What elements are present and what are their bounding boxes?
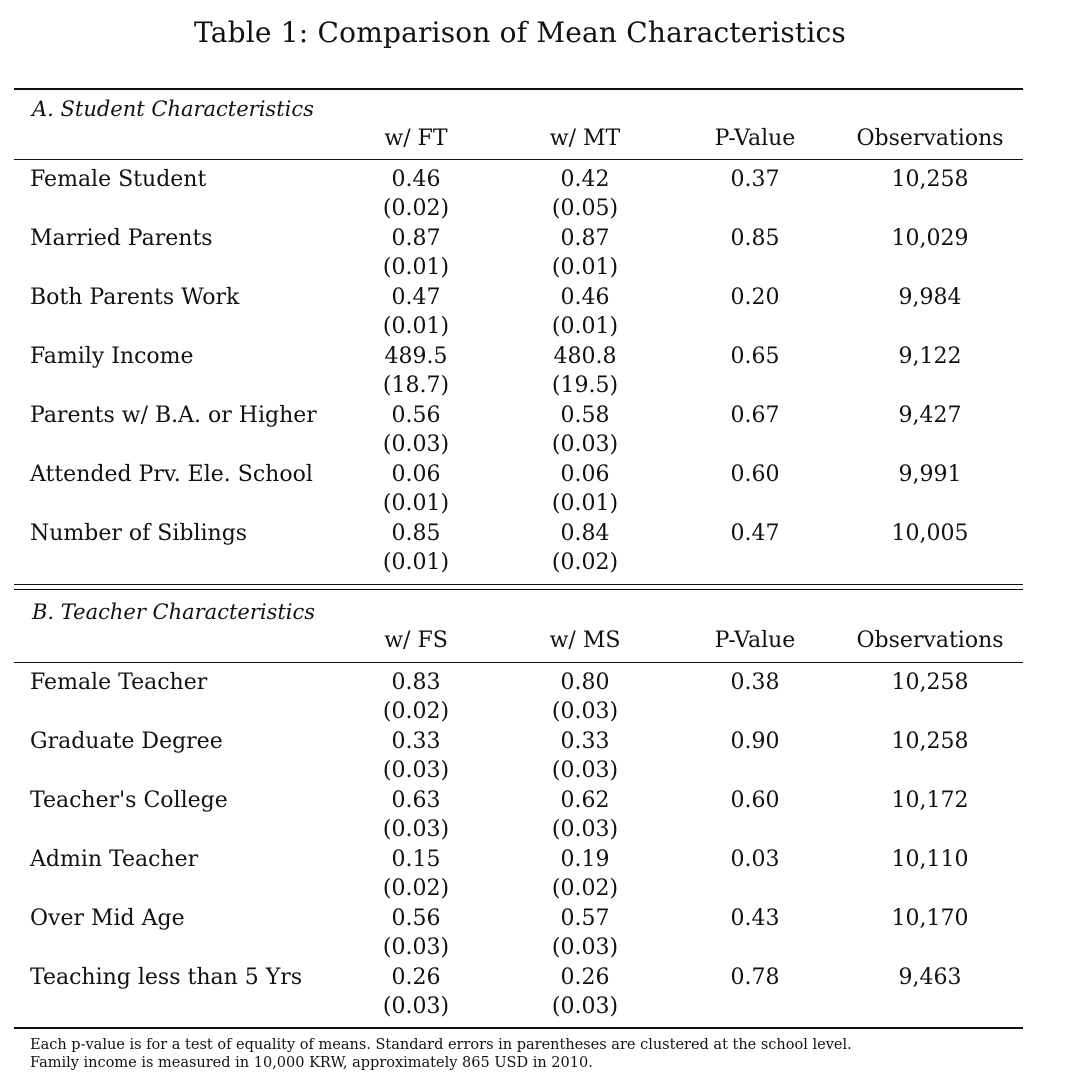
table-row (0, 167, 1085, 226)
p-value: 0.90 (730, 729, 780, 754)
col2-mean: 0.26 (560, 965, 610, 990)
observations: 10,258 (891, 729, 969, 754)
col2-mean: 0.19 (560, 847, 610, 872)
col1-mean: 0.46 (391, 167, 441, 192)
col2-mean: 0.84 (560, 521, 610, 546)
observations: 10,258 (891, 670, 969, 695)
table-row (0, 965, 1085, 1024)
col2-std-error: (0.01) (551, 491, 619, 516)
table-row (0, 906, 1085, 965)
panel-b-header-col2: w/ MS (549, 628, 621, 653)
col1-mean: 489.5 (384, 344, 448, 369)
top-rule (14, 88, 1023, 90)
col2-mean: 0.80 (560, 670, 610, 695)
col1-mean: 0.33 (391, 729, 441, 754)
col1-std-error: (0.01) (382, 314, 450, 339)
col2-std-error: (0.03) (551, 817, 619, 842)
col2-std-error: (0.01) (551, 255, 619, 280)
p-value: 0.60 (730, 788, 780, 813)
row-label: Over Mid Age (30, 906, 185, 931)
col2-std-error: (0.03) (551, 994, 619, 1019)
panel-b-label: B. Teacher Characteristics (32, 600, 316, 624)
col2-mean: 0.62 (560, 788, 610, 813)
p-value: 0.43 (730, 906, 780, 931)
col2-mean: 0.46 (560, 285, 610, 310)
row-label: Female Student (30, 167, 207, 192)
table-row (0, 285, 1085, 344)
p-value: 0.85 (730, 226, 780, 251)
col1-mean: 0.56 (391, 906, 441, 931)
col2-mean: 0.57 (560, 906, 610, 931)
p-value: 0.60 (730, 462, 780, 487)
table-row (0, 403, 1085, 462)
observations: 10,029 (891, 226, 969, 251)
observations: 10,172 (891, 788, 969, 813)
row-label: Teacher's College (30, 788, 228, 813)
p-value: 0.65 (730, 344, 780, 369)
bottom-rule (14, 1027, 1023, 1029)
observations: 9,122 (898, 344, 962, 369)
observations: 9,984 (898, 285, 962, 310)
table-row (0, 847, 1085, 906)
panel-a-header-col1: w/ FT (384, 126, 448, 151)
col2-std-error: (0.01) (551, 314, 619, 339)
panel-separator-rule-2 (14, 589, 1023, 590)
panel-b-header-rule (14, 662, 1023, 663)
observations: 10,005 (891, 521, 969, 546)
table-row (0, 788, 1085, 847)
col2-mean: 0.42 (560, 167, 610, 192)
observations: 10,258 (891, 167, 969, 192)
col1-mean: 0.85 (391, 521, 441, 546)
col1-mean: 0.63 (391, 788, 441, 813)
row-label: Female Teacher (30, 670, 208, 695)
panel-b-header-observations: Observations (856, 628, 1004, 653)
panel-a-header-rule (14, 159, 1023, 160)
row-label: Number of Siblings (30, 521, 248, 546)
panel-b-header-col1: w/ FS (384, 628, 448, 653)
col2-mean: 480.8 (553, 344, 617, 369)
col1-std-error: (0.03) (382, 758, 450, 783)
table-note (30, 1036, 1030, 1072)
panel-a-label: A. Student Characteristics (32, 97, 314, 121)
p-value: 0.20 (730, 285, 780, 310)
row-label: Graduate Degree (30, 729, 223, 754)
observations: 10,110 (891, 847, 969, 872)
col1-std-error: (0.03) (382, 994, 450, 1019)
panel-b-header-pvalue: P-Value (714, 628, 796, 653)
table-row (0, 226, 1085, 285)
col1-std-error: (0.02) (382, 196, 450, 221)
row-label: Parents w/ B.A. or Higher (30, 403, 317, 428)
panel-a-header-pvalue: P-Value (714, 126, 796, 151)
p-value: 0.67 (730, 403, 780, 428)
col2-std-error: (0.02) (551, 550, 619, 575)
col2-std-error: (0.02) (551, 876, 619, 901)
col1-mean: 0.87 (391, 226, 441, 251)
col1-std-error: (0.03) (382, 935, 450, 960)
p-value: 0.03 (730, 847, 780, 872)
col2-std-error: (0.03) (551, 699, 619, 724)
observations: 10,170 (891, 906, 969, 931)
p-value: 0.78 (730, 965, 780, 990)
col1-std-error: (0.01) (382, 550, 450, 575)
col1-std-error: (0.01) (382, 491, 450, 516)
col2-std-error: (0.05) (551, 196, 619, 221)
col1-std-error: (0.01) (382, 255, 450, 280)
observations: 9,991 (898, 462, 962, 487)
p-value: 0.47 (730, 521, 780, 546)
col2-std-error: (0.03) (551, 935, 619, 960)
panel-a-header-observations: Observations (856, 126, 1004, 151)
observations: 9,463 (898, 965, 962, 990)
row-label: Both Parents Work (30, 285, 240, 310)
row-label: Attended Prv. Ele. School (30, 462, 313, 487)
col2-mean: 0.33 (560, 729, 610, 754)
col1-mean: 0.83 (391, 670, 441, 695)
col1-mean: 0.56 (391, 403, 441, 428)
row-label: Admin Teacher (30, 847, 199, 872)
table-row (0, 729, 1085, 788)
observations: 9,427 (898, 403, 962, 428)
table-row (0, 521, 1085, 580)
panel-separator-rule-1 (14, 584, 1023, 585)
row-label: Married Parents (30, 226, 213, 251)
col1-std-error: (0.03) (382, 432, 450, 457)
col1-mean: 0.06 (391, 462, 441, 487)
row-label: Family Income (30, 344, 194, 369)
col1-std-error: (18.7) (382, 373, 450, 398)
table-row (0, 670, 1085, 729)
note-line-1: Each p-value is for a test of equality of means. Standard errors in parentheses are clustered at the school level. (30, 1037, 852, 1053)
col1-mean: 0.15 (391, 847, 441, 872)
col2-std-error: (0.03) (551, 758, 619, 783)
p-value: 0.37 (730, 167, 780, 192)
col2-mean: 0.87 (560, 226, 610, 251)
col2-mean: 0.58 (560, 403, 610, 428)
row-label: Teaching less than 5 Yrs (30, 965, 303, 990)
table-row (0, 344, 1085, 403)
col1-std-error: (0.02) (382, 876, 450, 901)
panel-a-header-col2: w/ MT (549, 126, 621, 151)
col2-mean: 0.06 (560, 462, 610, 487)
col1-mean: 0.47 (391, 285, 441, 310)
table-title: Table 1: Comparison of Mean Characteristics (194, 16, 846, 49)
col2-std-error: (19.5) (551, 373, 619, 398)
col1-std-error: (0.03) (382, 817, 450, 842)
table-row (0, 462, 1085, 521)
col2-std-error: (0.03) (551, 432, 619, 457)
p-value: 0.38 (730, 670, 780, 695)
note-line-2: Family income is measured in 10,000 KRW, approximately 865 USD in 2010. (30, 1055, 593, 1071)
col1-std-error: (0.02) (382, 699, 450, 724)
col1-mean: 0.26 (391, 965, 441, 990)
